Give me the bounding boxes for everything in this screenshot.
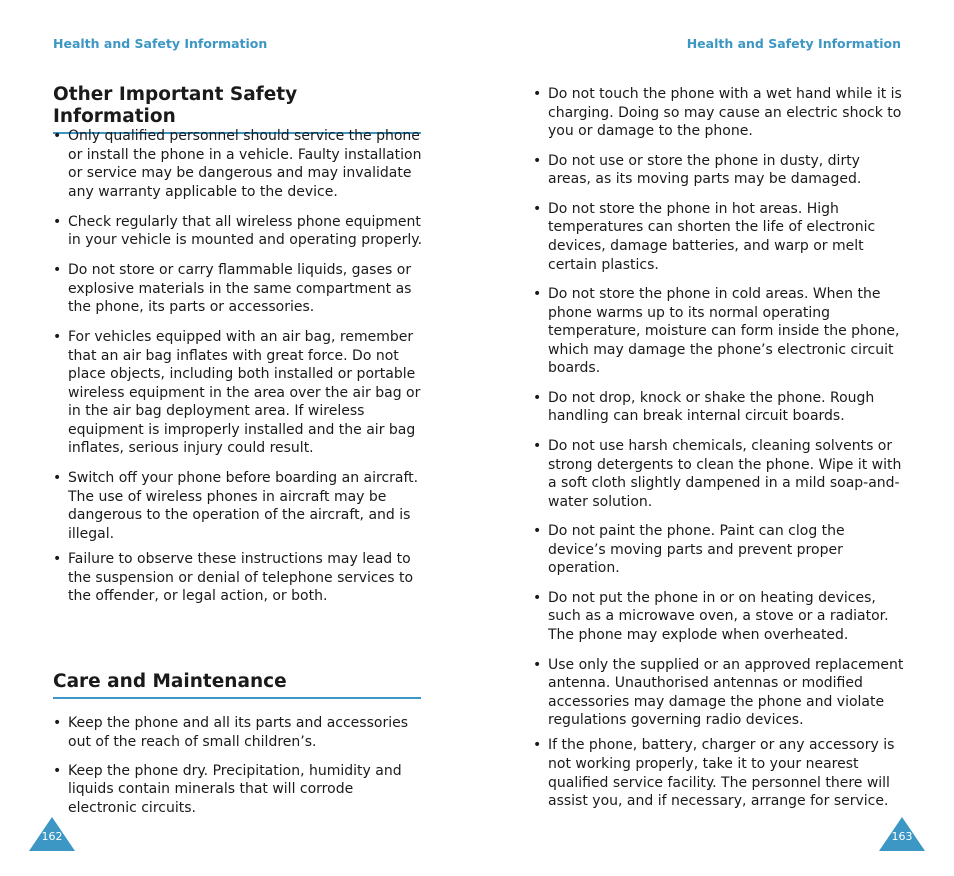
care-list [53,714,425,828]
bullet-icon: • [53,213,62,230]
list-item [53,213,425,250]
list-item [53,714,425,751]
page-number-text: 163 [891,830,913,843]
bullet-icon: • [533,286,542,303]
list-item [53,469,425,543]
list-item [533,437,905,511]
bullet-icon: • [533,589,542,606]
bullet-icon: • [53,328,62,345]
running-header-right: Health and Safety Information [686,36,901,51]
list-item-text: Check regularly that all wireless phone equipment in your vehicle is mounted and operating properly. [68,213,423,249]
bullet-icon: • [533,437,542,454]
list-item-text: Do not store the phone in cold areas. When the phone warms up to its normal operating temperature, moisture can form inside the phone, which may damage the phone’s electronic circuit boards. [548,286,900,377]
list-item-text: Keep the phone dry. Precipitation, humidity and liquids contain minerals that will corrode electronic circuits. [68,762,402,816]
list-item [533,85,905,141]
care-list-continued [533,85,905,822]
list-item [53,762,425,818]
list-item [533,522,905,578]
list-item [533,285,905,378]
running-header-left: Health and Safety Information [53,36,268,51]
list-item-text: Do not store or carry flammable liquids, gases or explosive materials in the same compartment as the phone, its parts or accessories. [68,261,412,316]
list-item-text: Do not use or store the phone in dusty, dirty areas, as its moving parts may be damaged. [548,152,862,188]
section-title-safety: Other Important Safety Information [53,84,421,134]
list-item-text: Keep the phone and all its parts and accessories out of the reach of small children’s. [68,715,408,750]
list-item [53,127,425,201]
bullet-icon: • [533,200,542,217]
list-item-text: Do not store the phone in hot areas. High temperatures can shorten the life of electronic devices, damage batteries, and warp or melt certain plastics. [548,200,876,273]
list-item-text: Do not paint the phone. Paint can clog the device’s moving parts and prevent proper operation. [548,523,845,577]
page-number-left [29,817,75,851]
bullet-icon: • [53,762,62,779]
list-item-text: Use only the supplied or an approved replacement antenna. Unauthorised antennas or modified accessories may damage the phone and violate regulations governing radio devices. [548,656,904,729]
bullet-icon: • [53,551,62,568]
bullet-icon: • [533,656,542,673]
list-item [533,656,905,730]
bullet-icon: • [53,261,62,278]
bullet-icon: • [533,523,542,540]
bullet-icon: • [53,470,62,487]
list-item [533,589,905,645]
page-number-right [879,817,925,851]
right-page [477,0,954,876]
list-item [533,736,905,810]
list-item [53,328,425,458]
list-item [533,200,905,274]
bullet-icon: • [53,128,62,144]
bullet-icon: • [533,152,542,169]
bullet-icon: • [533,389,542,406]
list-item-text: Failure to observe these instructions may lead to the suspension or denial of telephone services to the offender, or legal action, or both. [68,551,414,605]
list-item [533,152,905,189]
list-item-text: Do not drop, knock or shake the phone. Rough handling can break internal circuit boards. [548,389,875,425]
list-item [53,550,425,606]
safety-list [53,127,425,617]
section-title-care: Care and Maintenance [53,671,421,699]
list-item [53,261,425,317]
page-number-text: 162 [41,830,63,843]
list-item-text: Do not use harsh chemicals, cleaning solvents or strong detergents to clean the phone. Wipe it with a soft cloth slightly dampened in a mild soap-and-water solution. [548,437,902,510]
bullet-icon: • [533,737,542,754]
bullet-icon: • [533,86,542,102]
list-item-text: Do not touch the phone with a wet hand while it is charging. Doing so may cause an electric shock to you or damage to the phone. [548,86,902,140]
list-item-text: Do not put the phone in or on heating devices, such as a microwave oven, a stove or a radiator. The phone may explode when overheated. [548,589,889,644]
list-item-text: Switch off your phone before boarding an aircraft. The use of wireless phones in aircraft may be dangerous to the operation of the aircraft, and is illegal. [68,470,419,543]
list-item [533,389,905,426]
bullet-icon: • [53,715,62,731]
list-item-text: For vehicles equipped with an air bag, remember that an air bag inflates with great force. Do not place objects, including both installed or portable wireless equipment in the area over the air bag or in the air bag deployment area. If wireless equipment is improperly installed and the air bag inflates, serious injury could result. [68,328,421,457]
list-item-text: If the phone, battery, charger or any accessory is not working properly, take it to your nearest qualified service facility. The personnel there will assist you, and if necessary, arrange for service. [548,737,895,810]
list-item-text: Only qualified personnel should service the phone or install the phone in a vehicle. Faulty installation or service may be dangerous and may invalidate any warranty applicable to the device. [68,128,422,200]
